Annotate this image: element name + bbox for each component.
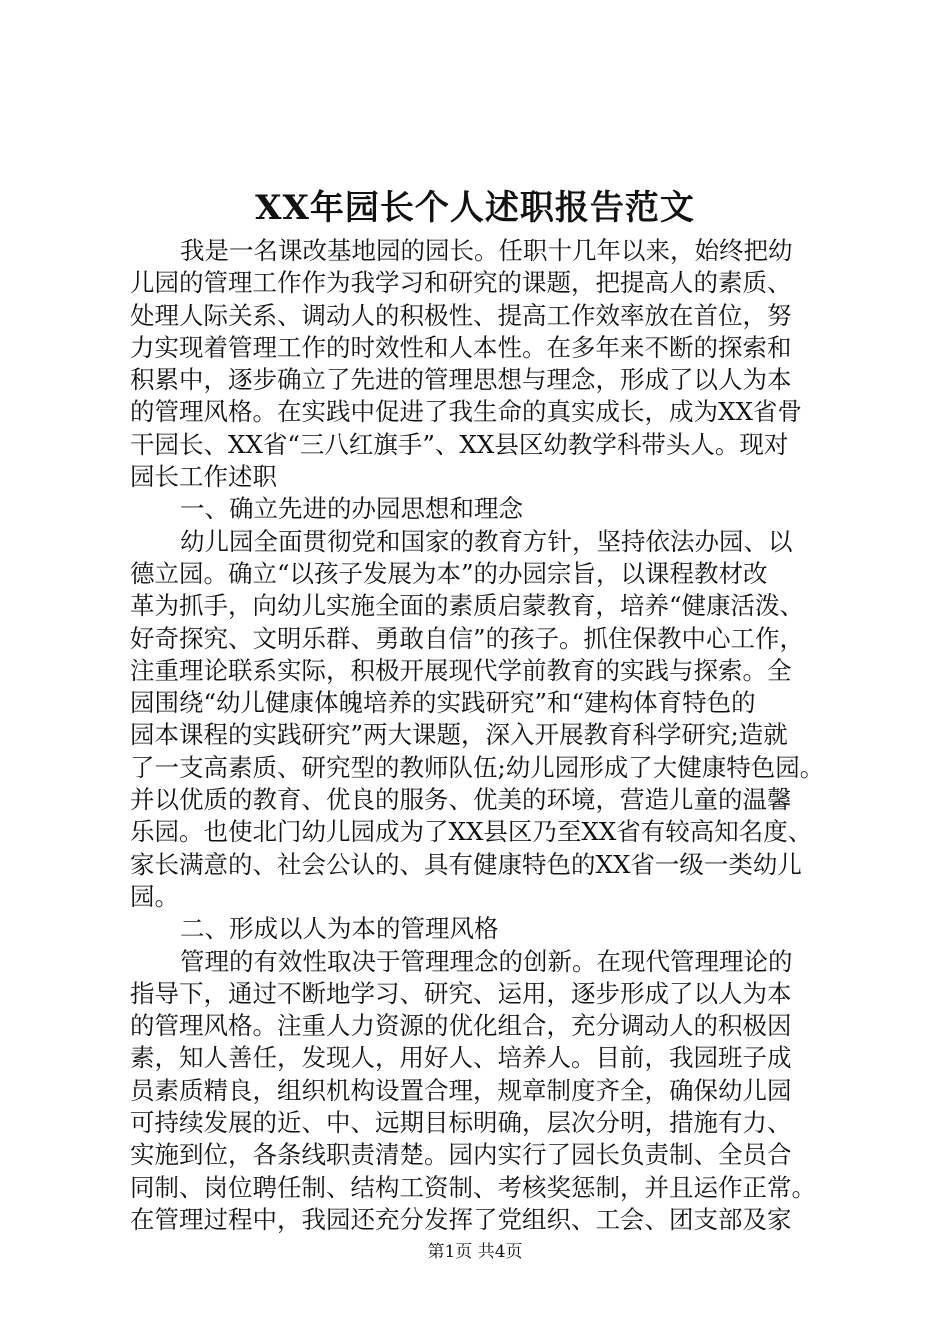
text-line: 积累中，逐步确立了先进的管理思想与理念，形成了以人为本 bbox=[130, 365, 792, 395]
text-line: 德立园。确立“以孩子发展为本”的办园宗旨，以课程教材改 bbox=[130, 558, 768, 588]
text-line: 园。 bbox=[130, 881, 179, 911]
text-line: 儿园的管理工作作为我学习和研究的课题，把提高人的素质、 bbox=[130, 268, 792, 298]
text-line: 力实现着管理工作的时效性和人本性。在多年来不断的探索和 bbox=[130, 332, 792, 362]
page-footer: 第1页 共4页 bbox=[427, 1242, 523, 1262]
text-line: 在管理过程中，我园还充分发挥了党组织、工会、团支部及家 bbox=[130, 1204, 792, 1234]
text-line: 好奇探究、文明乐群、勇敢自信”的孩子。抓住保教中心工作， bbox=[130, 623, 805, 653]
text-line: 并以优质的教育、优良的服务、优美的环境，营造儿童的温馨 bbox=[130, 785, 792, 815]
text-line: 的管理风格。注重人力资源的优化组合，充分调动人的积极因 bbox=[130, 1011, 792, 1041]
text-line: 可持续发展的近、中、远期目标明确，层次分明，措施有力、 bbox=[130, 1108, 792, 1138]
section-heading-2: 二、形成以人为本的管理风格 bbox=[180, 914, 499, 944]
text-line: 园长工作述职 bbox=[130, 462, 277, 492]
text-line: 干园长、XX省“三八红旗手”、XX县区幼教学科带头人。现对 bbox=[130, 429, 789, 459]
text-line: 处理人际关系、调动人的积极性、提高工作效率放在首位，努 bbox=[130, 300, 792, 330]
text-line: 注重理论联系实际，积极开展现代学前教育的实践与探索。全 bbox=[130, 655, 792, 685]
text-line: 园本课程的实践研究”两大课题，深入开展教育科学研究;造就 bbox=[130, 720, 788, 750]
document-title: XX年园长个人述职报告范文 bbox=[255, 188, 695, 228]
document-body bbox=[130, 235, 830, 1236]
text-line: 实施到位，各条线职责清楚。园内实行了园长负责制、全员合 bbox=[130, 1140, 792, 1170]
text-line: 我是一名课改基地园的园长。任职十几年以来，始终把幼 bbox=[180, 236, 793, 265]
text-line: 的管理风格。在实践中促进了我生命的真实成长，成为XX省骨 bbox=[130, 397, 802, 427]
text-line: 同制、岗位聘任制、结构工资制、考核奖惩制，并且运作正常。 bbox=[130, 1172, 816, 1202]
text-line: 员素质精良，组织机构设置合理，规章制度齐全，确保幼儿园 bbox=[130, 1075, 792, 1105]
text-line: 园围绕“幼儿健康体魄培养的实践研究”和“建构体育特色的 bbox=[130, 688, 756, 718]
text-line: 革为抓手，向幼儿实施全面的素质启蒙教育，培养“健康活泼、 bbox=[130, 591, 805, 621]
text-line: 家长满意的、社会公认的、具有健康特色的XX省一级一类幼儿 bbox=[130, 849, 802, 879]
text-line: 幼儿园全面贯彻党和国家的教育方针，坚持依法办园、以 bbox=[180, 526, 793, 556]
text-line: 乐园。也使北门幼儿园成为了XX县区乃至XX省有较高知名度、 bbox=[130, 817, 813, 847]
text-line: 指导下，通过不断地学习、研究、运用，逐步形成了以人为本 bbox=[130, 978, 792, 1008]
section-heading-1: 一、确立先进的办园思想和理念 bbox=[180, 494, 523, 524]
text-line: 了一支高素质、研究型的教师队伍;幼儿园形成了大健康特色园。 bbox=[130, 752, 825, 782]
text-line: 管理的有效性取决于管理理念的创新。在现代管理理论的 bbox=[180, 946, 793, 976]
text-line: 素，知人善任，发现人，用好人、培养人。目前，我园班子成 bbox=[130, 1043, 792, 1073]
